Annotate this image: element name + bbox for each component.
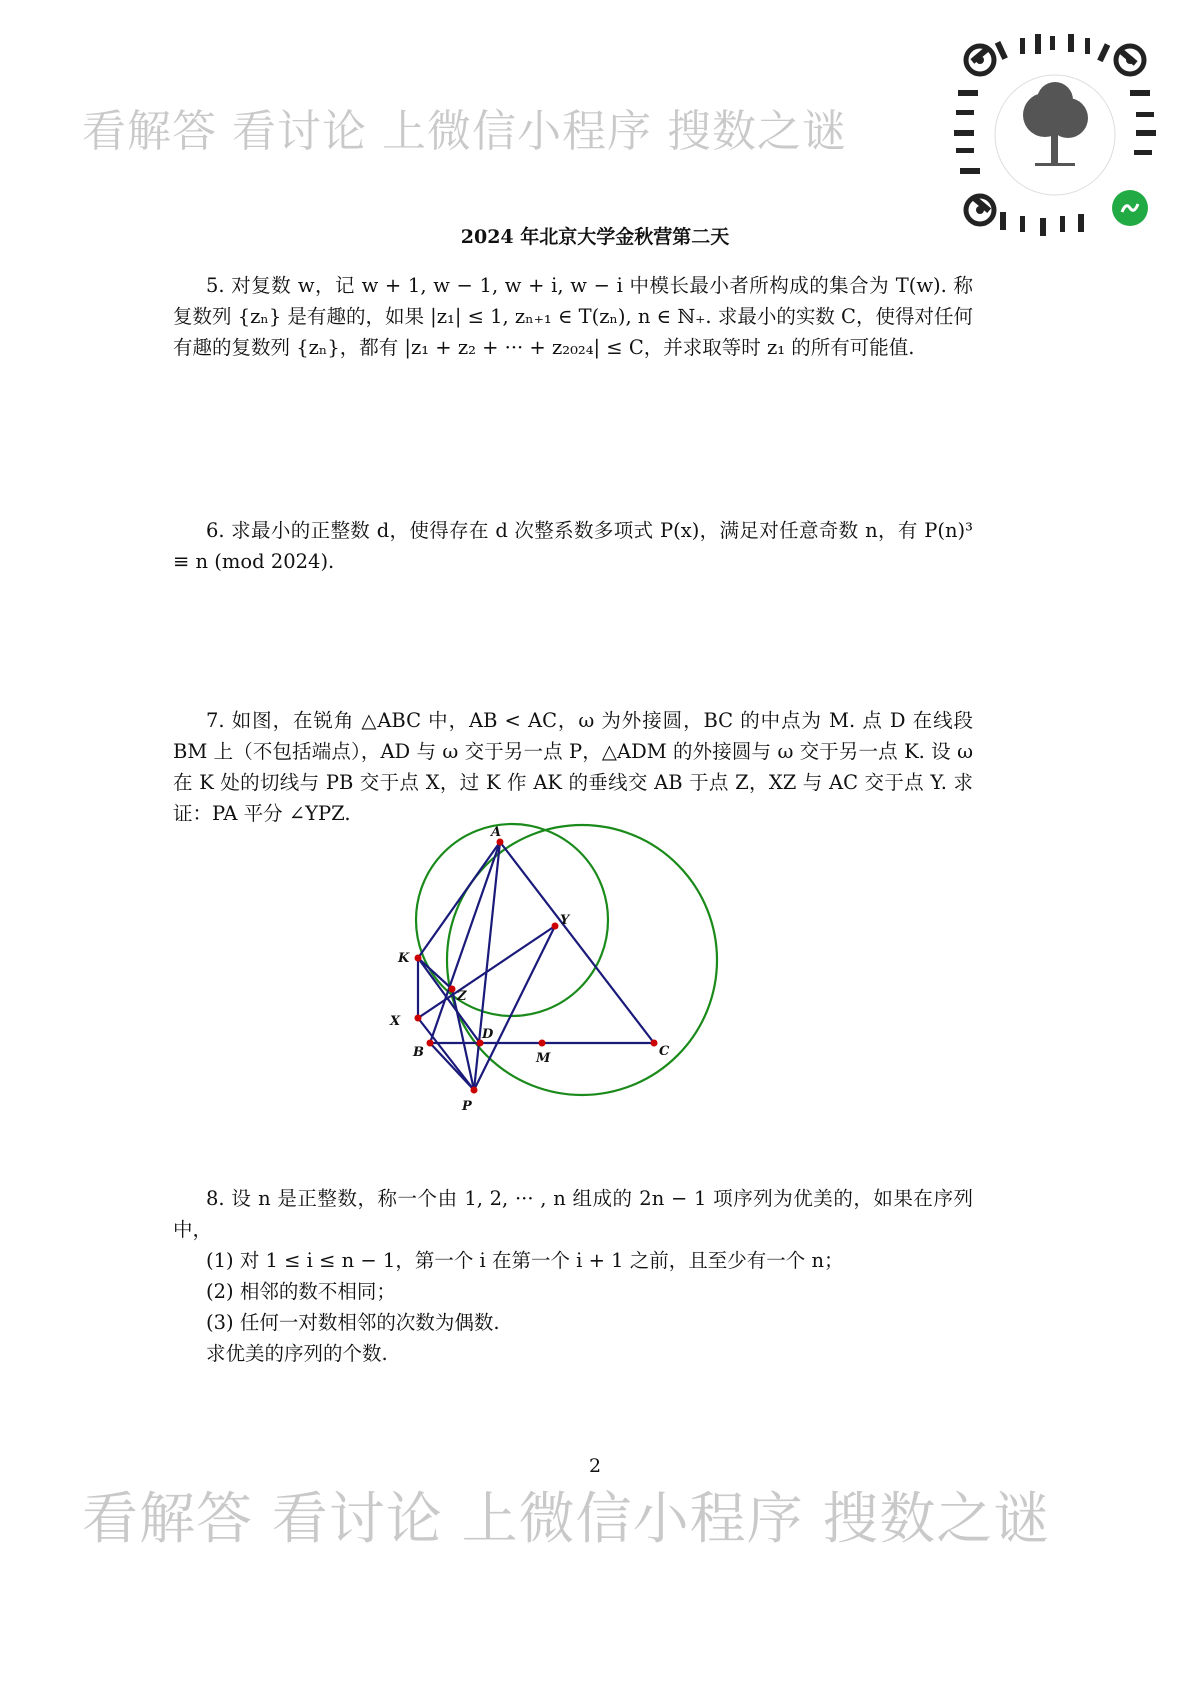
point-y [552, 923, 559, 930]
problem-8: 8. 设 n 是正整数，称一个由 1, 2, ··· , n 组成的 2n − 1 项序列为优美的，如果在序列中， [173, 1187, 973, 1241]
problem-8-items [206, 1245, 844, 1369]
problem-7: 7. 如图，在锐角 △ABC 中，AB < AC，ω 为外接圆，BC 的中点为 M. 点 D 在线段 BM 上（不包括端点），AD 与 ω 交于另一点 P，△ADM 的外接圆与 ω 交于另一点 K. 设 ω 在 K 处的切线与 PB 交于点 X，过 K 作 AK 的垂线交 AB 于点 Z，XZ 与 AC 交于点 Y. 求证：PA 平分 ∠YPZ. [173, 709, 973, 825]
segment-bp [430, 1043, 474, 1090]
segment-ac [500, 842, 654, 1043]
label-b: B [413, 1045, 424, 1060]
problem-8-question: 求优美的序列的个数. [206, 1342, 388, 1365]
point-x [415, 1015, 422, 1022]
problem-5: 5. 对复数 w，记 w + 1, w − 1, w + i, w − i 中模长最小者所构成的集合为 T(w). 称复数列 {zₙ} 是有趣的，如果 |z₁| ≤ 1, zₙ₊₁ ∈ T(zₙ), n ∈ ℕ₊. 求最小的实数 C，使得对任何有趣的复数列 {zₙ}，都有 |z₁ + z₂ + ··· + z₂₀₂₄| ≤ C，并求取等时 z₁ 的所有可能值. [173, 274, 973, 359]
label-x: X [390, 1014, 401, 1029]
label-p: P [462, 1099, 472, 1114]
label-c: C [659, 1044, 670, 1059]
point-p [471, 1087, 478, 1094]
label-a: A [491, 825, 502, 840]
label-z: Z [457, 989, 467, 1004]
point-b [427, 1040, 434, 1047]
label-k: K [398, 951, 410, 966]
point-z [449, 986, 456, 993]
label-y: Y [560, 913, 570, 928]
page-title: 2024 年北京大学金秋营第二天 [460, 226, 730, 248]
segment-ak [418, 842, 500, 958]
label-d: D [482, 1027, 494, 1042]
label-m: M [536, 1051, 551, 1066]
point-c [651, 1040, 658, 1047]
page-number: 2 [588, 1455, 602, 1477]
point-k [415, 955, 422, 962]
segment-xy [418, 926, 555, 1018]
geometry-figure [390, 825, 732, 1120]
watermark-bottom: 看解答 看讨论 上微信小程序 搜数之谜 [82, 1487, 1051, 1552]
point-m [539, 1040, 546, 1047]
problem-8-item-2: (2) 相邻的数不相同； [206, 1280, 396, 1303]
problem-6: 6. 求最小的正整数 d，使得存在 d 次整系数多项式 P(x)，满足对任意奇数 n，有 P(n)³ ≡ n (mod 2024). [173, 519, 973, 573]
problem-8-item-3: (3) 任何一对数相邻的次数为偶数. [206, 1311, 500, 1334]
problem-8-item-1: (1) 对 1 ≤ i ≤ n − 1，第一个 i 在第一个 i + 1 之前，且至少有一个 n； [206, 1249, 844, 1272]
watermark-top: 看解答 看讨论 上微信小程序 搜数之谜 [82, 106, 847, 157]
mini-program-qr-code [950, 30, 1160, 240]
